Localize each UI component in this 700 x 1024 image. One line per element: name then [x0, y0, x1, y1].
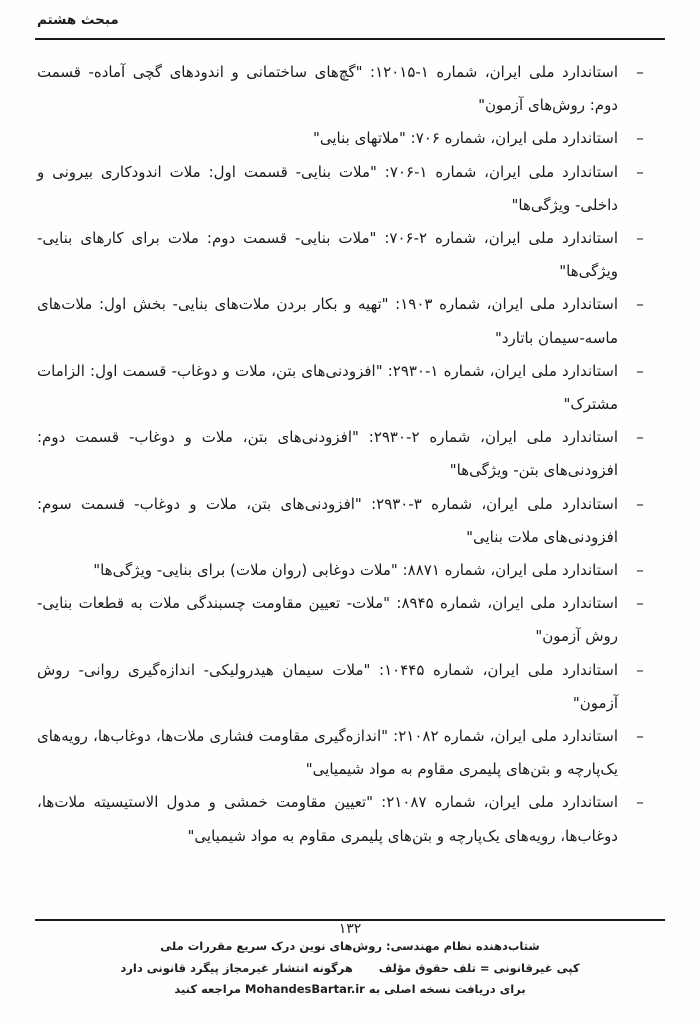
standard-list-item — [37, 156, 662, 222]
page-number-value: ۱۳۲ — [338, 921, 362, 934]
dash-bullet: – — [636, 793, 644, 812]
standard-text: استاندارد ملی ایران، شماره ۸۸۷۱: "ملات دوغابی (روان ملات) برای بنایی- ویژگی‌ها" — [93, 561, 618, 580]
header-rule — [35, 38, 665, 40]
standard-list-item — [37, 288, 662, 354]
standard-list-item — [37, 554, 662, 587]
dash-bullet: – — [636, 594, 644, 613]
standard-list-item — [37, 122, 662, 155]
standards-list — [37, 56, 662, 853]
footer-line-2-left: هرگونه انتشار غیرمجاز پیگرد قانونی دارد — [120, 960, 353, 975]
standard-list-item — [37, 654, 662, 720]
standard-text: استاندارد ملی ایران، شماره ۸۹۴۵: "ملات- تعیین مقاومت چسبندگی ملات به قطعات بنایی- روش آزمون" — [37, 594, 618, 646]
footer-line-2 — [0, 958, 700, 980]
standard-text: استاندارد ملی ایران، شماره ۲۱۰۸۷: "تعیین مقاومت خمشی و مدول الاستیسیته ملات‌ها، دوغاب‌ها، رویه‌های یک‌پارچه و بتن‌های پلیمری مقاوم به مواد شیمیایی" — [37, 793, 619, 845]
standard-list-item — [37, 56, 662, 122]
standard-text: استاندارد ملی ایران، شماره ⁦۲۹۳۰-۱⁩: "افزودنی‌های بتن، ملات و دوغاب- قسمت اول: الزامات مشترک" — [37, 361, 618, 414]
section-title: مبحث هشتم — [37, 12, 119, 28]
footer-line-1: شتاب‌دهنده نظام مهندسی: روش‌های نوین درک سریع مقررات ملی — [160, 939, 540, 953]
standard-text: استاندارد ملی ایران، شماره ۷۰۶: "ملاتهای بنایی" — [312, 129, 618, 148]
standard-text: استاندارد ملی ایران، شماره ⁦۱۲۰۱۵-۱⁩: "گچ‌های ساختمانی و اندودهای گچی آماده- قسمت دوم: روش‌های آزمون" — [37, 63, 618, 115]
dash-bullet: – — [636, 494, 644, 513]
dash-bullet: – — [636, 660, 644, 679]
standard-list-item — [37, 786, 662, 852]
dash-bullet: – — [636, 561, 644, 580]
standard-text: استاندارد ملی ایران، شماره ⁦۷۰۶-۲⁩: "ملات بنایی- قسمت دوم: ملات برای کارهای بنایی- ویژگی‌ها" — [37, 229, 618, 281]
standard-text: استاندارد ملی ایران، شماره ۲۱۰۸۲: "اندازه‌گیری مقاومت فشاری ملات‌ها، دوغاب‌ها، رویه‌های یک‌پارچه و بتن‌های پلیمری مقاوم به مواد شیمیایی" — [37, 727, 618, 779]
standard-text: استاندارد ملی ایران، شماره ۱۹۰۳: "تهیه و بکار بردن ملات‌های بنایی- بخش اول: ملات‌های ماسه-سیمان باتارد" — [37, 295, 619, 347]
dash-bullet: – — [636, 727, 644, 746]
dash-bullet: – — [636, 162, 644, 181]
dash-bullet: – — [636, 63, 644, 81]
standard-text: استاندارد ملی ایران، شماره ۱۰۴۴۵: "ملات سیمان هیدرولیکی- اندازه‌گیری روانی- روش آزمون" — [37, 660, 618, 712]
footer-line-2-right: کپی غیرقانونی = تلف حقوق مؤلف — [378, 960, 580, 975]
footer-line-3: برای دریافت نسخه اصلی به MohandesBartar.ir مراجعه کنید — [174, 982, 526, 996]
dash-bullet: – — [636, 428, 644, 447]
watermark-footer — [0, 936, 700, 1001]
dash-bullet: – — [636, 361, 644, 380]
standard-list-item — [37, 720, 662, 786]
dash-bullet: – — [636, 129, 644, 148]
standard-list-item — [37, 421, 662, 487]
standard-list-item — [37, 488, 662, 554]
standard-text: استاندارد ملی ایران، شماره ⁦۲۹۳۰-۲⁩: "افزودنی‌های بتن، ملات و دوغاب- قسمت دوم: افزودنی‌های بتن- ویژگی‌ها" — [37, 428, 618, 480]
dash-bullet: – — [636, 295, 644, 314]
standard-list-item — [37, 587, 662, 653]
standard-text: استاندارد ملی ایران، شماره ⁦۲۹۳۰-۳⁩: "افزودنی‌های بتن، ملات و دوغاب- قسمت سوم: افزودنی‌های ملات بنایی" — [37, 494, 618, 546]
standard-list-item — [37, 355, 662, 421]
standard-list-item — [37, 222, 662, 288]
standard-text: استاندارد ملی ایران، شماره ⁦۷۰۶-۱⁩: "ملات بنایی- قسمت اول: ملات اندودکاری بیرونی و داخلی- ویژگی‌ها" — [37, 162, 618, 214]
page-number — [0, 921, 700, 934]
dash-bullet: – — [636, 229, 644, 248]
